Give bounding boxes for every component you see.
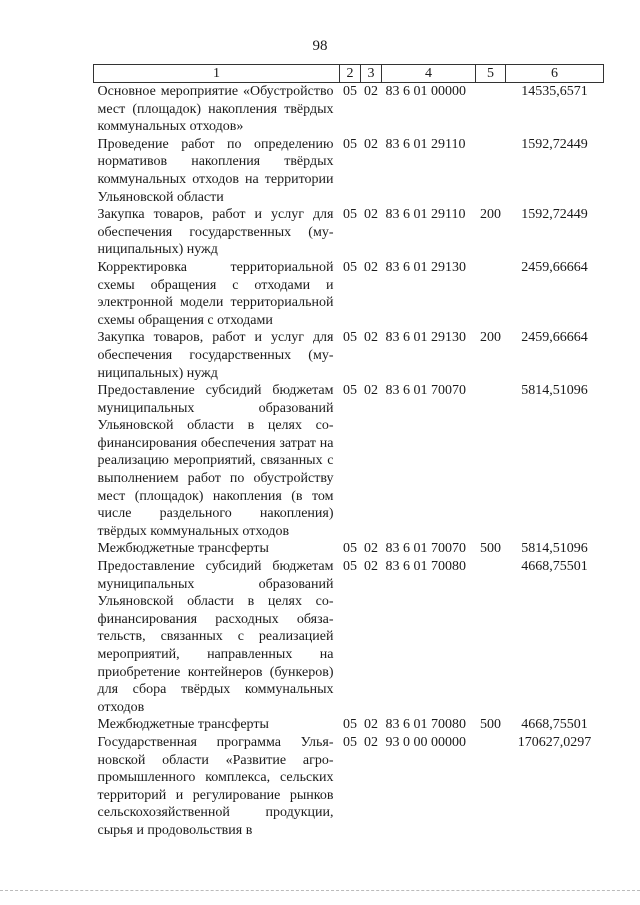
page-number: 98 [312, 38, 328, 54]
table-row [94, 734, 604, 840]
row-subsection: 02 [364, 330, 378, 346]
budget-table [93, 64, 604, 840]
row-expense-type: 500 [480, 717, 501, 733]
table-row [94, 83, 604, 136]
row-subsection: 02 [364, 383, 378, 399]
row-subsection: 02 [364, 84, 378, 99]
row-section: 05 [343, 717, 357, 733]
row-target-article: 83 6 01 70070 [385, 541, 466, 557]
row-subsection: 02 [364, 717, 378, 733]
row-name: Проведение работ по определению нормативов накопления твёрдых коммунальных отходов на территории Ульяновской области [97, 136, 334, 205]
row-amount: 14535,6571 [521, 84, 588, 99]
row-section: 05 [343, 259, 357, 275]
row-amount: 4668,75501 [521, 559, 588, 575]
row-target-article: 83 6 01 29130 [385, 330, 466, 346]
table-row [94, 540, 604, 558]
row-name: Корректировка территориальной схемы обращения с отходами и электронной модели территориальной схемы обращения с отходами [97, 259, 334, 328]
row-subsection: 02 [364, 136, 378, 152]
row-expense-type: 500 [480, 541, 501, 557]
row-target-article: 83 6 01 00000 [385, 84, 466, 99]
header-col-section: 2 [340, 65, 361, 83]
table-body [94, 83, 604, 840]
row-amount: 2459,66664 [521, 259, 588, 275]
row-section: 05 [343, 383, 357, 399]
table-row [94, 382, 604, 540]
row-expense-type [476, 558, 506, 716]
row-expense-type: 200 [480, 207, 501, 223]
table-row [94, 136, 604, 206]
row-amount: 5814,51096 [521, 541, 588, 557]
table-row [94, 329, 604, 382]
row-section: 05 [343, 330, 357, 346]
row-subsection: 02 [364, 207, 378, 223]
row-section: 05 [343, 559, 357, 575]
row-target-article: 83 6 01 29110 [385, 136, 466, 152]
header-col-target-article: 4 [382, 65, 476, 83]
row-expense-type [476, 734, 506, 840]
table-row [94, 558, 604, 716]
row-target-article: 83 6 01 29110 [385, 207, 466, 223]
table-row [94, 206, 604, 259]
row-expense-type [476, 259, 506, 329]
header-row [94, 65, 604, 83]
header-col-subsection: 3 [361, 65, 382, 83]
row-expense-type [476, 136, 506, 206]
row-target-article: 83 6 01 70080 [385, 559, 466, 575]
table-header [94, 65, 604, 83]
row-subsection: 02 [364, 541, 378, 557]
row-subsection: 02 [364, 734, 378, 750]
row-amount: 1592,72449 [521, 136, 588, 152]
row-name: Закупка товаров, работ и услуг для обеспечения государственных (муниципальных) нужд [97, 207, 334, 258]
row-section: 05 [343, 207, 357, 223]
row-target-article: 83 6 01 29130 [385, 259, 466, 275]
table-row [94, 259, 604, 329]
header-col-amount: 6 [506, 65, 604, 83]
row-expense-type [476, 382, 506, 540]
row-expense-type: 200 [480, 330, 501, 346]
row-section: 05 [343, 136, 357, 152]
row-name: Межбюджетные трансферты [97, 717, 269, 733]
row-name: Закупка товаров, работ и услуг для обеспечения государственных (муниципальных) нужд [97, 330, 334, 381]
row-subsection: 02 [364, 259, 378, 275]
row-section: 05 [343, 541, 357, 557]
row-name: Основное мероприятие «Обустройство мест (площадок) накопления твёрдых коммунальных отходов» [97, 84, 334, 135]
row-name: Предоставление субсидий бюджетам муниципальных образований Ульяновской области в целях софинансирования обеспечения затрат на реализацию мероприятий, связанных с выполнением работ по обустройству мест (площадок) накопления (в том числе раздельного накопления) твёрдых коммунальных отходов [97, 383, 334, 539]
row-target-article: 93 0 00 00000 [385, 734, 466, 750]
row-amount: 4668,75501 [521, 717, 588, 733]
header-col-expense-type: 5 [476, 65, 506, 83]
row-expense-type [476, 83, 506, 136]
row-amount: 1592,72449 [521, 207, 588, 223]
row-amount: 2459,66664 [521, 330, 588, 346]
row-target-article: 83 6 01 70070 [385, 383, 466, 399]
row-amount: 170627,0297 [517, 734, 592, 750]
row-target-article: 83 6 01 70080 [385, 717, 466, 733]
table-row [94, 716, 604, 734]
header-col-name: 1 [94, 65, 340, 83]
row-amount: 5814,51096 [521, 383, 588, 399]
row-name: Межбюджетные трансферты [97, 541, 269, 557]
row-subsection: 02 [364, 559, 378, 575]
row-section: 05 [343, 734, 357, 750]
row-name: Государственная программа Ульяновской области «Развитие агропромышленного комплекса, сельских территорий и регулирование рынков сельскохозяйственной продукции, сырья и продовольствия в [97, 734, 334, 838]
row-section: 05 [343, 84, 357, 99]
row-name: Предоставление субсидий бюджетам муниципальных образований Ульяновской области в целях софинансирования расходных обязательств, связанных с реализацией мероприятий, направленных на приобретение контейнеров (бункеров) для сбора твёрдых коммунальных отходов [97, 559, 334, 715]
scan-edge-line [0, 890, 640, 891]
